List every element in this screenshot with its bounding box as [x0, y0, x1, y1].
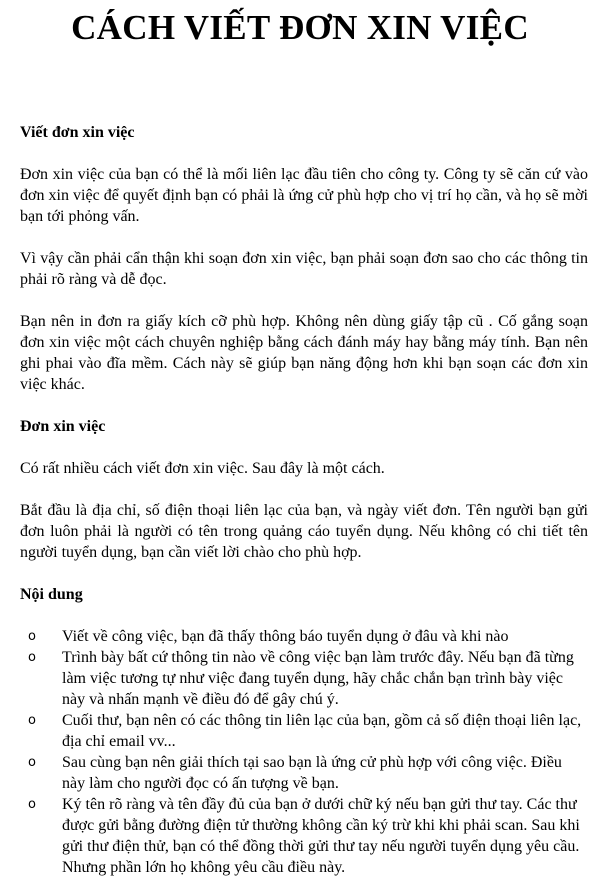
document-title: CÁCH VIẾT ĐƠN XIN VIỆC [71, 8, 529, 47]
list-item-text: Cuối thư, bạn nên có các thông tin liên lạc của bạn, gồm cả số điện thoại liên lạc, địa chỉ email vv... [62, 712, 582, 750]
bullet-list [20, 626, 588, 878]
bullet-icon: o [28, 797, 36, 812]
list-item-text: Sau cùng bạn nên giải thích tại sao bạn là ứng cử phù hợp với công việc. Điều này làm cho người đọc có ấn tượng về bạn. [62, 754, 562, 792]
list-item [20, 647, 588, 710]
list-item-text: Ký tên rõ ràng và tên đầy đủ của bạn ở dưới chữ ký nếu bạn gửi thư tay. Các thư được gửi bằng đường điện tử thường không cần ký trừ khi khi phải scan. Sau khi gửi thư điện thử, bạn có thể đồng thời gửi thư tay nếu người tuyển dụng yêu cầu. Nhưng phần lớn họ không yêu cầu điều này. [62, 796, 580, 876]
section-heading: Đơn xin việc [20, 418, 106, 435]
list-item-text: Viết về công việc, bạn đã thấy thông báo tuyển dụng ở đâu và khi nào [62, 628, 509, 645]
bullet-icon: o [28, 713, 36, 728]
bullet-icon: o [28, 629, 36, 644]
section-heading: Nội dung [20, 586, 83, 603]
list-item [20, 752, 588, 794]
bullet-icon: o [28, 755, 36, 770]
paragraph: Vì vậy cần phải cẩn thận khi soạn đơn xin việc, bạn phải soạn đơn sao cho các thông tin phải rõ ràng và dễ đọc. [20, 250, 588, 288]
paragraph: Bạn nên in đơn ra giấy kích cỡ phù hợp. Không nên dùng giấy tập cũ . Cố gắng soạn đơn xin việc một cách chuyên nghiệp bằng cách đánh máy hay bằng máy tính. Bạn nên ghi phai vào đĩa mềm. Cách này sẽ giúp bạn năng động hơn khi bạn soạn các đơn xin việc khác. [20, 313, 588, 393]
paragraph: Đơn xin việc của bạn có thể là mối liên lạc đầu tiên cho công ty. Công ty sẽ căn cứ vào đơn xin việc để quyết định bạn có phải là ứng cử phù hợp cho vị trí họ cần, và họ sẽ mời bạn tới phỏng vấn. [20, 166, 588, 225]
bullet-icon: o [28, 650, 36, 665]
list-item-text: Trình bày bất cứ thông tin nào về công việc bạn làm trước đây. Nếu bạn đã từng làm việc tương tự như việc đang tuyển dụng, hãy chắc chắn bạn trình bày việc này và nhấn mạnh về điều đó để gây chú ý. [62, 649, 574, 708]
list-item [20, 794, 588, 878]
list-item [20, 710, 588, 752]
paragraph: Có rất nhiều cách viết đơn xin việc. Sau đây là một cách. [20, 460, 385, 477]
section-heading: Viết đơn xin việc [20, 124, 135, 141]
list-item [20, 626, 588, 647]
paragraph: Bắt đầu là địa chỉ, số điện thoại liên lạc của bạn, và ngày viết đơn. Tên người bạn gửi đơn luôn phải là người có tên trong quảng cáo tuyển dụng. Nếu không có chi tiết tên người tuyển dụng, bạn cần viết lời chào cho phù hợp. [20, 502, 588, 561]
document-body [20, 122, 588, 878]
